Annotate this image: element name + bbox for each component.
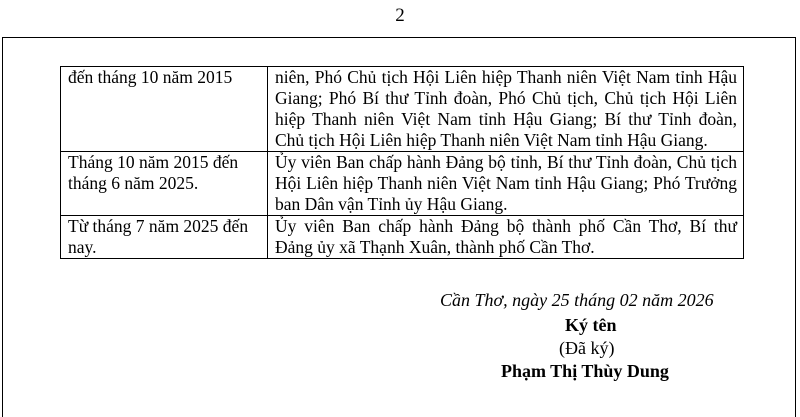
table-row [61,216,744,259]
duties-cell: niên, Phó Chủ tịch Hội Liên hiệp Thanh niên Việt Nam tỉnh Hậu Giang; Phó Bí thư Tỉnh đoàn, Phó Chủ tịch, Chủ tịch Hội Liên hiệp Thanh niên Việt Nam tỉnh Hậu Giang; Bí thư Tỉnh đoàn, Chủ tịch Hội Liên hiệp Thanh niên Việt Nam tỉnh Hậu Giang. [268,67,744,152]
signer-name: Phạm Thị Thùy Dung [501,361,669,381]
period-cell: đến tháng 10 năm 2015 [61,67,268,152]
duties-cell: Ủy viên Ban chấp hành Đảng bộ thành phố Cần Thơ, Bí thư Đảng ủy xã Thạnh Xuân, thành phố Cần Thơ. [268,216,744,259]
work-history-table [60,66,744,259]
period-cell: Từ tháng 7 năm 2025 đến nay. [61,216,268,259]
table-row [61,67,744,152]
table-row [61,152,744,216]
signature-label: Ký tên [565,315,617,335]
period-cell: Tháng 10 năm 2015 đến tháng 6 năm 2025. [61,152,268,216]
place-date-line: Cần Thơ, ngày 25 tháng 02 năm 2026 [440,290,714,310]
duties-cell: Ủy viên Ban chấp hành Đảng bộ tỉnh, Bí thư Tỉnh đoàn, Chủ tịch Hội Liên hiệp Thanh niên Việt Nam tỉnh Hậu Giang; Phó Trưởng ban Dân vận Tỉnh ủy Hậu Giang. [268,152,744,216]
page-number: 2 [395,5,405,26]
signature-status: (Đã ký) [559,338,615,358]
